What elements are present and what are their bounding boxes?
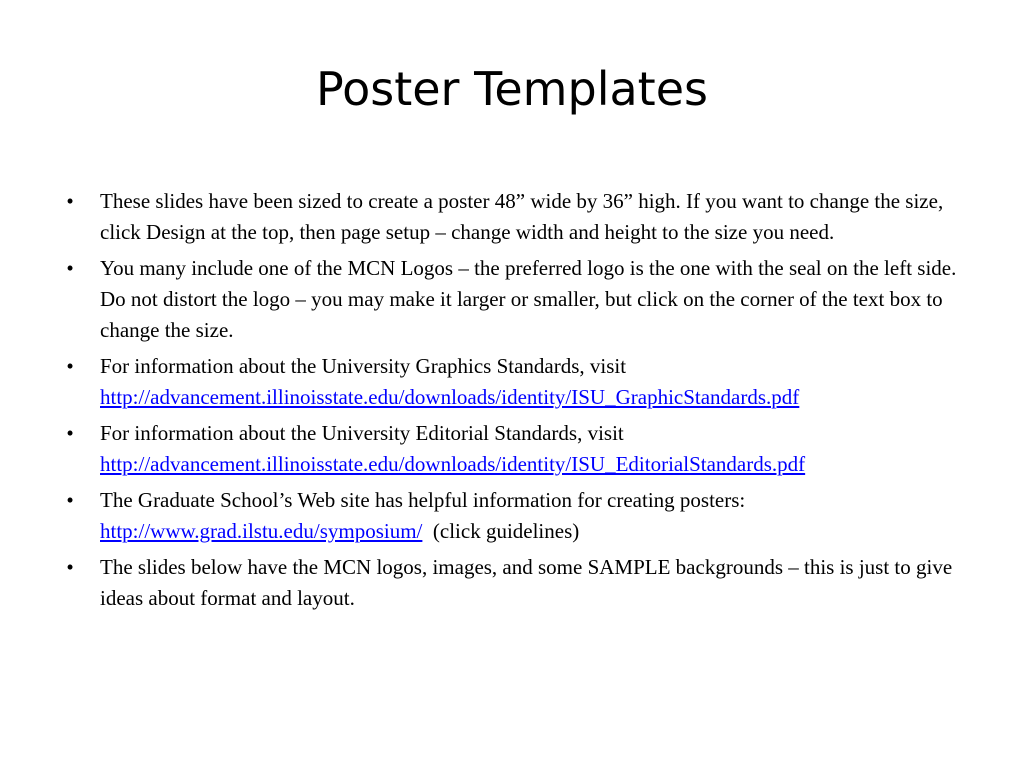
- bullet-icon: •: [66, 189, 74, 213]
- bullet-icon: •: [66, 421, 74, 445]
- bullet-text: The slides below have the MCN logos, images, and some SAMPLE backgrounds – this is just to give ideas about format and layout.: [100, 555, 953, 610]
- slide-title: Poster Templates: [316, 62, 708, 116]
- bullet-item: [60, 552, 965, 614]
- editorial-standards-link[interactable]: http://advancement.illinoisstate.edu/downloads/identity/ISU_EditorialStandards.pdf: [100, 452, 806, 476]
- bullet-icon: •: [66, 256, 74, 280]
- symposium-link[interactable]: http://www.grad.ilstu.edu/symposium/: [100, 519, 423, 543]
- bullet-item: [60, 351, 965, 413]
- bullet-text: You many include one of the MCN Logos – the preferred logo is the one with the seal on the left side. Do not distort the logo – you may make it larger or smaller, but click on the corner of the text box to change the size.: [100, 256, 957, 342]
- bullet-text: For information about the University Graphics Standards, visit: [100, 354, 627, 378]
- bullet-item: [60, 186, 965, 248]
- bullet-icon: •: [66, 555, 74, 579]
- bullet-list: [60, 186, 965, 619]
- bullet-after-text: (click guidelines): [422, 519, 580, 543]
- bullet-item: [60, 485, 965, 547]
- bullet-text: For information about the University Editorial Standards, visit: [100, 421, 624, 445]
- bullet-item: [60, 253, 965, 346]
- bullet-item: [60, 418, 965, 480]
- graphic-standards-link[interactable]: http://advancement.illinoisstate.edu/downloads/identity/ISU_GraphicStandards.pdf: [100, 385, 800, 409]
- bullet-icon: •: [66, 488, 74, 512]
- bullet-text: The Graduate School’s Web site has helpful information for creating posters:: [100, 488, 746, 512]
- bullet-icon: •: [66, 354, 74, 378]
- bullet-text: These slides have been sized to create a poster 48” wide by 36” high. If you want to change the size, click Design at the top, then page setup – change width and height to the size you need.: [100, 189, 944, 244]
